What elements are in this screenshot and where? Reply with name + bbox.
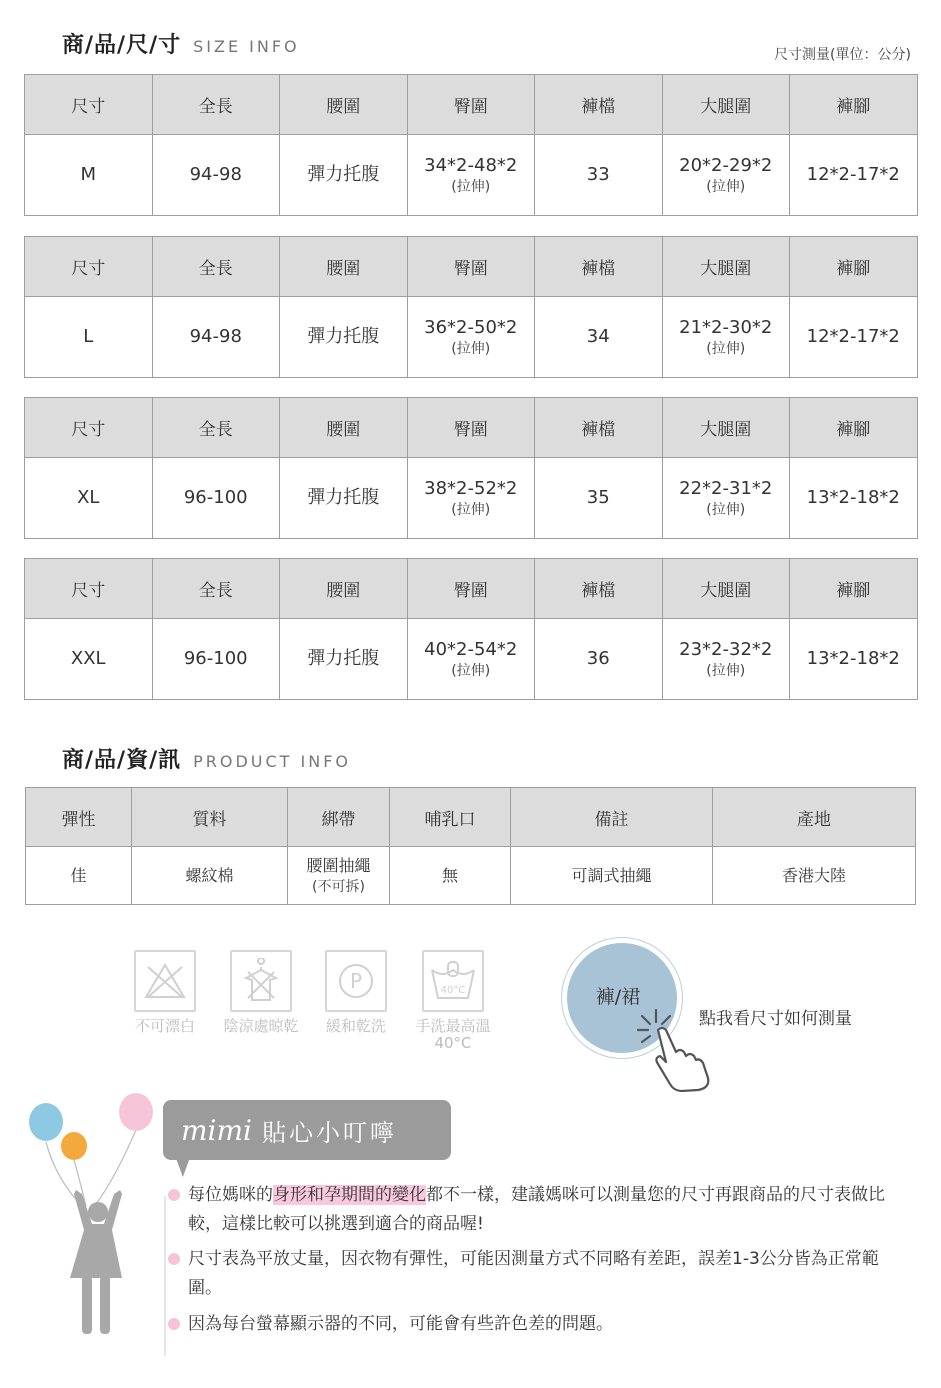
header-size: 尺寸 [25, 559, 153, 619]
size-table-row [25, 135, 918, 216]
pink-balloon-icon [119, 1093, 153, 1131]
hip-value: 40*2-54*2 [424, 638, 518, 660]
svg-text:P: P [349, 969, 363, 993]
size-table-header-row [25, 398, 918, 458]
cell-crotch: 36 [535, 619, 663, 700]
thigh-note: (拉伸) [706, 662, 746, 679]
measure-guide-label: 褲/裙 [595, 985, 641, 1008]
no-bleach-icon [134, 950, 196, 1012]
tip-note-1-pre: 每位媽咪的 [188, 1185, 273, 1205]
cell-waist: 彈力托腹 [280, 458, 408, 539]
header-thigh: 大腿圍 [662, 559, 790, 619]
girl-with-balloons-illustration [26, 1090, 166, 1342]
gentle-dry-icon [325, 950, 387, 1012]
header-hem: 褲腳 [790, 75, 918, 135]
header-hem: 褲腳 [790, 398, 918, 458]
cell-size: XL [25, 458, 153, 539]
cell-hem: 12*2-17*2 [790, 297, 918, 378]
thigh-note: (拉伸) [706, 501, 746, 518]
care-no-bleach [120, 950, 210, 1035]
product-info-title: 商/品/資/訊 [62, 748, 182, 773]
cell-size: XXL [25, 619, 153, 700]
header-thigh: 大腿圍 [662, 237, 790, 297]
header-hem: 褲腳 [790, 237, 918, 297]
header-crotch: 褲檔 [535, 398, 663, 458]
cell-crotch: 33 [535, 135, 663, 216]
hip-note: (拉伸) [451, 501, 491, 518]
cell-crotch: 35 [535, 458, 663, 539]
header-remark: 備註 [511, 788, 713, 847]
header-length: 全長 [152, 559, 280, 619]
header-size: 尺寸 [25, 237, 153, 297]
header-hem: 褲腳 [790, 559, 918, 619]
strap-value: 腰圍抽繩 [306, 855, 371, 875]
size-table-row [25, 458, 918, 539]
size-table-row [25, 619, 918, 700]
bullet-icon [168, 1253, 180, 1265]
care-label: 手洗最高溫 40°C [415, 1017, 491, 1052]
tip-note-3: 因為每台螢幕顯示器的不同，可能會有些許色差的問題。 [188, 1314, 613, 1334]
thigh-value: 20*2-29*2 [679, 154, 773, 176]
header-material: 質料 [132, 788, 288, 847]
cell-waist: 彈力托腹 [280, 135, 408, 216]
header-length: 全長 [152, 75, 280, 135]
shade-dry-icon [230, 950, 292, 1012]
cell-thigh [662, 619, 790, 700]
size-table [24, 74, 918, 216]
cell-hip [407, 297, 535, 378]
hip-value: 34*2-48*2 [424, 154, 518, 176]
tip-note-1-highlight: 身形和孕期間的變化 [273, 1185, 426, 1205]
cell-hip [407, 619, 535, 700]
blue-balloon-icon [29, 1103, 63, 1141]
tips-title: 貼心小叮嚀 [262, 1118, 398, 1147]
cell-hip [407, 458, 535, 539]
product-info-table [25, 787, 916, 905]
cell-thigh [662, 297, 790, 378]
size-info-heading [62, 28, 300, 59]
hip-value: 38*2-52*2 [424, 477, 518, 499]
header-size: 尺寸 [25, 398, 153, 458]
thigh-value: 21*2-30*2 [679, 316, 773, 338]
orange-balloon-icon [61, 1132, 87, 1160]
cell-strap [288, 847, 390, 905]
care-label: 不可漂白 [134, 1017, 195, 1035]
tips-banner [163, 1100, 451, 1160]
header-waist: 腰圍 [280, 75, 408, 135]
cell-length: 96-100 [152, 619, 280, 700]
tips-divider-line [164, 1196, 166, 1356]
size-table-header-row [25, 559, 918, 619]
product-info-row [26, 847, 916, 905]
hip-note: (拉伸) [451, 662, 491, 679]
header-hip: 臀圍 [407, 398, 535, 458]
size-info-subtitle: SIZE INFO [193, 37, 300, 56]
header-waist: 腰圍 [280, 559, 408, 619]
header-size: 尺寸 [25, 75, 153, 135]
cell-elasticity: 佳 [26, 847, 132, 905]
cell-size: L [25, 297, 153, 378]
thigh-value: 22*2-31*2 [679, 477, 773, 499]
size-table-header-row [25, 237, 918, 297]
size-table-header-row [25, 75, 918, 135]
header-waist: 腰圍 [280, 237, 408, 297]
header-crotch: 褲檔 [535, 75, 663, 135]
cell-hem: 13*2-18*2 [790, 619, 918, 700]
cell-thigh [662, 458, 790, 539]
cell-length: 94-98 [152, 135, 280, 216]
unit-note: 尺寸測量(單位：公分) [774, 47, 911, 63]
thigh-note: (拉伸) [706, 178, 746, 195]
bullet-icon [168, 1189, 180, 1201]
cell-origin: 香港大陸 [713, 847, 916, 905]
product-info-header-row [26, 788, 916, 847]
header-hip: 臀圍 [407, 559, 535, 619]
tip-note-1-post: 都不一樣，建議媽咪可以測量您的尺寸再跟商品的尺寸表做比較，這樣比較可以挑選到適合的商品喔! [188, 1185, 885, 1234]
header-origin: 產地 [713, 788, 916, 847]
header-crotch: 褲檔 [535, 559, 663, 619]
cell-waist: 彈力托腹 [280, 619, 408, 700]
size-table [24, 558, 918, 700]
cell-material: 螺紋棉 [132, 847, 288, 905]
brand-logo: mimi [181, 1113, 253, 1147]
header-nursing: 哺乳口 [390, 788, 511, 847]
product-info-heading [62, 743, 351, 774]
header-waist: 腰圍 [280, 398, 408, 458]
header-thigh: 大腿圍 [662, 398, 790, 458]
cell-remark: 可調式抽繩 [511, 847, 713, 905]
hip-note: (拉伸) [451, 178, 491, 195]
cell-hem: 12*2-17*2 [790, 135, 918, 216]
measure-guide-link[interactable]: 點我看尺寸如何測量 [699, 1009, 852, 1029]
care-shade-dry [216, 950, 306, 1035]
header-crotch: 褲檔 [535, 237, 663, 297]
header-thigh: 大腿圍 [662, 75, 790, 135]
cell-hip [407, 135, 535, 216]
bullet-icon [168, 1318, 180, 1330]
thigh-note: (拉伸) [706, 340, 746, 357]
product-info-subtitle: PRODUCT INFO [193, 752, 352, 771]
tip-note-2: 尺寸表為平放丈量，因衣物有彈性，可能因測量方式不同略有差距，誤差1-3公分皆為正常範圍。 [188, 1249, 879, 1298]
size-table-row [25, 297, 918, 378]
cell-length: 96-100 [152, 458, 280, 539]
header-strap: 綁帶 [288, 788, 390, 847]
care-label: 陰涼處晾乾 [223, 1017, 299, 1035]
size-table [24, 397, 918, 539]
cell-length: 94-98 [152, 297, 280, 378]
hand-wash-temp: 40°C [440, 985, 466, 996]
header-hip: 臀圍 [407, 237, 535, 297]
cell-thigh [662, 135, 790, 216]
header-length: 全長 [152, 398, 280, 458]
thigh-value: 23*2-32*2 [679, 638, 773, 660]
cell-hem: 13*2-18*2 [790, 458, 918, 539]
tip-note-1 [188, 1181, 903, 1239]
cell-size: M [25, 135, 153, 216]
care-gentle-dry [311, 950, 401, 1035]
cell-nursing: 無 [390, 847, 511, 905]
cell-crotch: 34 [535, 297, 663, 378]
header-length: 全長 [152, 237, 280, 297]
hip-value: 36*2-50*2 [424, 316, 518, 338]
cell-waist: 彈力托腹 [280, 297, 408, 378]
care-hand-wash [408, 950, 498, 1051]
hip-note: (拉伸) [451, 340, 491, 357]
size-table [24, 236, 918, 378]
size-info-title: 商/品/尺/寸 [62, 33, 182, 58]
hand-wash-icon [422, 950, 484, 1012]
care-label: 緩和乾洗 [325, 1017, 386, 1035]
header-elasticity: 彈性 [26, 788, 132, 847]
header-hip: 臀圍 [407, 75, 535, 135]
strap-note: (不可拆) [312, 878, 365, 895]
